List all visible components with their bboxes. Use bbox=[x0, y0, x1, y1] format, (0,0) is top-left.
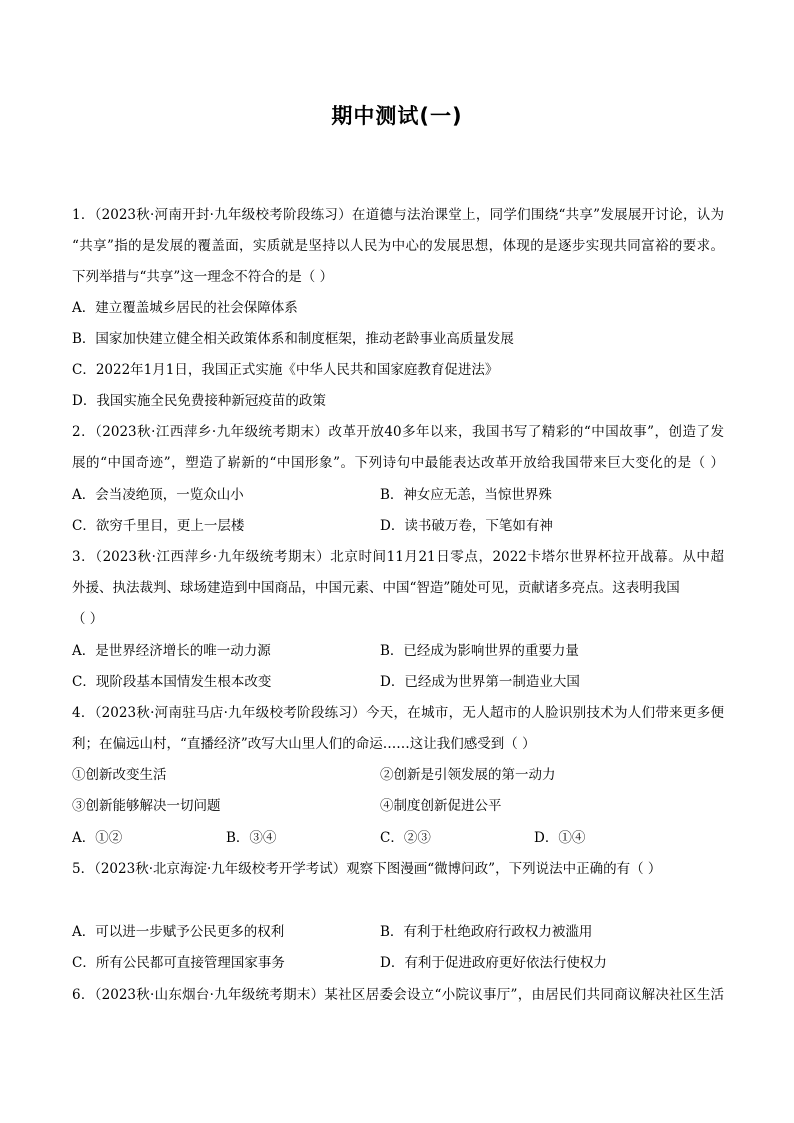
question-4-stem-line: 4．（2023秋·河南驻马店·九年级校考阶段练习）今天，在城市，无人超市的人脸识别技术为人们带来更多便 bbox=[72, 705, 724, 721]
question-5-option-c: C．所有公民都可直接管理国家事务 bbox=[72, 955, 285, 971]
question-4-option-d: D．①④ bbox=[534, 830, 586, 846]
question-6-stem-line: 6．（2023秋·山东烟台·九年级统考期末）某社区居委会设立“小院议事厅”，由居民们共同商议解决社区生活 bbox=[72, 987, 724, 1003]
question-2-stem-line: 展的“中国奇迹”，塑造了崭新的“中国形象”。下列诗句中最能表达改革开放给我国带来巨大变化的是（ ） bbox=[72, 455, 724, 471]
question-2-stem-line: 2．（2023秋·江西萍乡·九年级统考期末）改革开放40多年以来，我国书写了精彩的“中国故事”，创造了发 bbox=[72, 424, 724, 440]
question-3-stem-line: （ ） bbox=[72, 611, 104, 627]
question-3-stem-line: 3．（2023秋·江西萍乡·九年级统考期末）北京时间11月21日零点，2022卡塔尔世界杯拉开战幕。从中超 bbox=[72, 549, 724, 565]
question-2-option-c: C．欲穷千里目，更上一层楼 bbox=[72, 518, 245, 534]
question-3-option-b: B．已经成为影响世界的重要力量 bbox=[380, 643, 579, 659]
question-1-option-d: D．我国实施全民免费接种新冠疫苗的政策 bbox=[72, 393, 326, 409]
question-4-option-a: A．①② bbox=[72, 830, 123, 846]
page-title: 期中测试(一) bbox=[331, 104, 463, 128]
question-4-item-4: ④制度创新促进公平 bbox=[380, 798, 502, 814]
question-3-option-a: A．是世界经济增长的唯一动力源 bbox=[72, 643, 271, 659]
question-5-option-b: B．有利于杜绝政府行政权力被滥用 bbox=[380, 924, 593, 940]
question-2-option-a: A．会当凌绝顶，一览众山小 bbox=[72, 487, 244, 503]
question-1-option-c: C．2022年1月1日，我国正式实施《中华人民共和国家庭教育促进法》 bbox=[72, 362, 499, 378]
question-4-item-1: ①创新改变生活 bbox=[72, 767, 167, 783]
question-2-option-d: D．读书破万卷，下笔如有神 bbox=[380, 518, 553, 534]
question-5-option-d: D．有利于促进政府更好依法行使权力 bbox=[380, 955, 607, 971]
question-4-option-c: C．②③ bbox=[380, 830, 431, 846]
question-5-stem-line: 5．（2023秋·北京海淀·九年级校考开学考试）观察下图漫画“微博问政”，下列说法中正确的有（ ） bbox=[72, 861, 662, 877]
question-2-option-b: B．神女应无恙，当惊世界殊 bbox=[380, 487, 552, 503]
question-4-stem-line: 利；在偏远山村，“直播经济”改写大山里人们的命运……这让我们感受到（ ） bbox=[72, 736, 536, 752]
question-4-item-2: ②创新是引领发展的第一动力 bbox=[380, 767, 556, 783]
question-4-item-3: ③创新能够解决一切问题 bbox=[72, 798, 221, 814]
question-5-option-a: A．可以进一步赋予公民更多的权利 bbox=[72, 924, 285, 940]
question-1-option-a: A．建立覆盖城乡居民的社会保障体系 bbox=[72, 300, 298, 316]
question-4-option-b: B．③④ bbox=[226, 830, 277, 846]
question-3-option-d: D．已经成为世界第一制造业大国 bbox=[380, 674, 580, 690]
question-3-option-c: C．现阶段基本国情发生根本改变 bbox=[72, 674, 272, 690]
question-1-stem-line: 1．（2023秋·河南开封·九年级校考阶段练习）在道德与法治课堂上，同学们围绕“共享”发展展开讨论，认为 bbox=[72, 207, 724, 223]
question-1-option-b: B．国家加快建立健全相关政策体系和制度框架，推动老龄事业高质量发展 bbox=[72, 331, 514, 347]
question-1-stem-line: 下列举措与“共享”这一理念不符合的是（ ） bbox=[72, 269, 334, 285]
question-1-stem-line: “共享”指的是发展的覆盖面，实质就是坚持以人民为中心的发展思想，体现的是逐步实现共同富裕的要求。 bbox=[72, 238, 724, 254]
question-3-stem-line: 外援、执法裁判、球场建造到中国商品，中国元素、中国“智造”随处可见，贡献诸多亮点。这表明我国 bbox=[72, 580, 680, 596]
